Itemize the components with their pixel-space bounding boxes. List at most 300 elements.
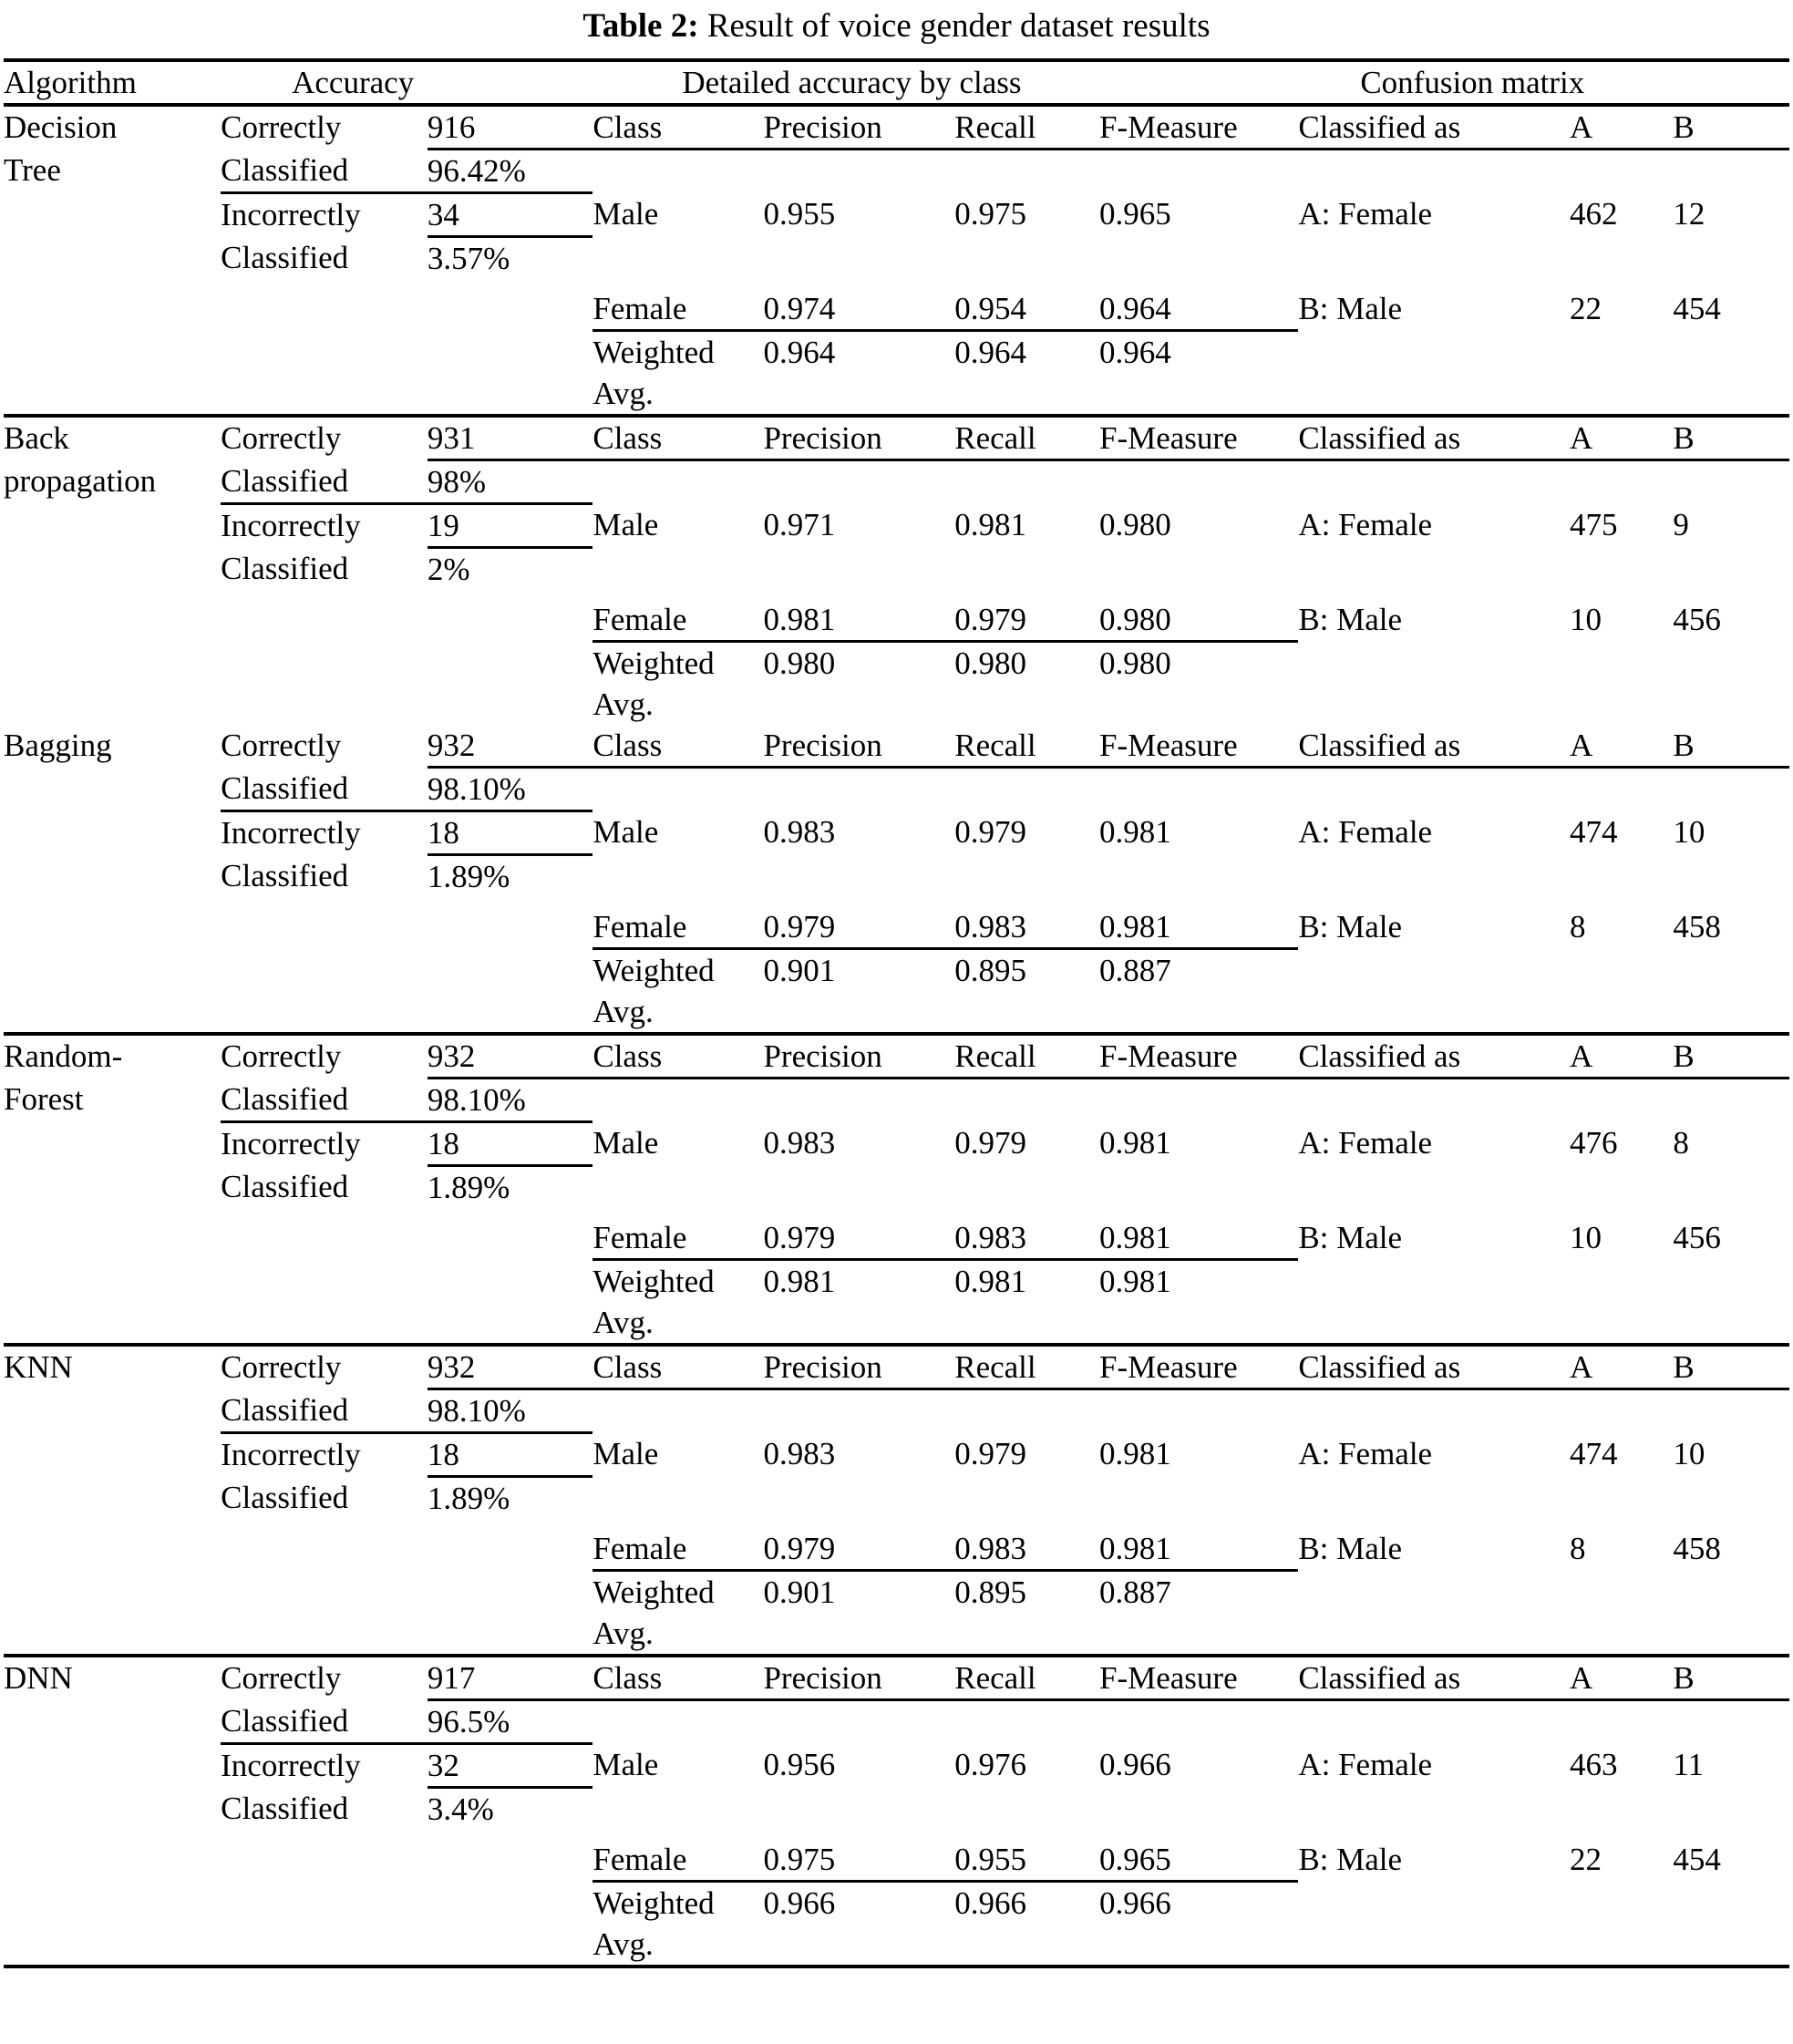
spacer-cell xyxy=(4,331,221,374)
classified-label: Classified xyxy=(221,460,428,504)
male-fmeasure: 0.966 xyxy=(1098,1746,1171,1782)
col-header-b: B xyxy=(1673,725,1789,768)
correctly-label: Correctly xyxy=(221,1034,428,1079)
cm-a-female-a: 475 xyxy=(1569,506,1618,542)
female-fmeasure: 0.964 xyxy=(1099,288,1298,331)
spacer-cell xyxy=(1570,548,1673,591)
header-confusion-matrix: Confusion matrix xyxy=(1298,60,1789,105)
cm-b-male-b: 456 xyxy=(1673,1220,1721,1255)
spacer-cell xyxy=(954,1166,1099,1209)
spacer-cell xyxy=(1298,460,1570,504)
table-row xyxy=(4,725,1789,768)
spacer-cell xyxy=(428,642,593,685)
cm-label-b-male: B: Male xyxy=(1298,1531,1403,1566)
table-row xyxy=(4,1924,1789,1967)
cm-a-female-b: 9 xyxy=(1673,506,1689,542)
table-row xyxy=(4,1656,1789,1700)
incorrect-count: 32 xyxy=(428,1744,593,1788)
spacer-cell xyxy=(428,288,593,331)
spacer-cell xyxy=(4,991,221,1034)
spacer-cell xyxy=(763,150,954,193)
col-header-fmeasure: F-Measure xyxy=(1099,416,1298,460)
male-precision: 0.983 xyxy=(763,813,836,850)
cm-a-female-a: 463 xyxy=(1569,1746,1618,1782)
spacer-cell xyxy=(1298,1166,1570,1209)
spacer-cell xyxy=(763,373,954,416)
col-header-fmeasure: F-Measure xyxy=(1099,1345,1298,1389)
spacer-cell xyxy=(1673,1788,1789,1831)
classified-label: Classified xyxy=(221,1700,428,1744)
table-row xyxy=(4,150,1789,193)
spacer-cell xyxy=(221,906,428,949)
table-row xyxy=(4,288,1789,331)
class-avg-label: Avg. xyxy=(593,994,654,1029)
table-row xyxy=(4,1034,1789,1079)
spacer-cell xyxy=(1298,1260,1570,1303)
spacer-cell xyxy=(428,684,593,725)
spacer-cell xyxy=(221,1613,428,1656)
spacer-cell xyxy=(1099,548,1298,591)
table-row xyxy=(4,906,1789,949)
spacer-cell xyxy=(1673,1571,1789,1614)
male-recall: 0.976 xyxy=(954,1746,1026,1782)
table-row xyxy=(4,1613,1789,1656)
spacer-cell xyxy=(1673,150,1789,193)
correct-count: 932 xyxy=(428,1345,593,1389)
spacer-cell xyxy=(954,548,1099,591)
spacer-cell xyxy=(763,548,954,591)
col-header-class: Class xyxy=(593,1034,763,1079)
spacer-cell xyxy=(1673,1166,1789,1209)
incorrectly-label: Incorrectly xyxy=(221,508,361,543)
incorrect-count: 18 xyxy=(428,1122,593,1166)
table-row xyxy=(4,1839,1789,1882)
spacer-cell xyxy=(763,1477,954,1520)
table-row xyxy=(4,1260,1789,1303)
spacer-cell xyxy=(593,1389,763,1433)
spacer-cell xyxy=(4,1433,221,1477)
cm-a-female-b: 11 xyxy=(1673,1746,1705,1782)
spacer-cell xyxy=(1099,1166,1298,1209)
spacer-cell xyxy=(954,1613,1099,1656)
male-recall: 0.979 xyxy=(954,813,1026,850)
male-recall: 0.975 xyxy=(954,195,1026,232)
spacer-cell xyxy=(1570,1477,1673,1520)
cm-b-male-b: 454 xyxy=(1673,291,1721,326)
col-header-classified-as: Classified as xyxy=(1298,1656,1570,1700)
col-header-a: A xyxy=(1570,105,1673,150)
table-row xyxy=(4,855,1789,898)
classified-label: Classified xyxy=(221,1079,428,1122)
algorithm-name: DNN xyxy=(4,1656,221,1700)
spacer-cell xyxy=(593,1477,763,1520)
spacer-cell xyxy=(4,1613,221,1656)
cm-label-a-female: A: Female xyxy=(1298,813,1433,850)
algorithm-name-cont xyxy=(4,1700,221,1744)
spacer-cell xyxy=(1298,1079,1570,1122)
spacer-cell xyxy=(593,150,763,193)
table-row xyxy=(4,1477,1789,1520)
spacer-cell xyxy=(1099,1788,1298,1831)
class-avg-label: Avg. xyxy=(593,686,654,722)
spacer-cell xyxy=(593,855,763,898)
male-precision: 0.955 xyxy=(763,195,836,232)
spacer-cell xyxy=(1570,768,1673,811)
weighted-recall: 0.895 xyxy=(954,953,1026,988)
spacer-cell xyxy=(954,1477,1099,1520)
male-precision: 0.983 xyxy=(763,1435,836,1471)
incorrect-percent: 2% xyxy=(427,552,470,587)
spacer-cell xyxy=(428,373,593,416)
male-fmeasure: 0.981 xyxy=(1098,813,1171,850)
spacer-cell xyxy=(1298,1389,1570,1433)
table-row xyxy=(4,1122,1789,1166)
spacer-cell xyxy=(1570,237,1673,280)
weighted-recall: 0.895 xyxy=(954,1574,1026,1610)
col-header-fmeasure: F-Measure xyxy=(1099,105,1298,150)
col-header-classified-as: Classified as xyxy=(1298,105,1570,150)
spacer-cell xyxy=(1673,855,1789,898)
header-algorithm: Algorithm xyxy=(4,60,221,105)
results-table-body xyxy=(4,60,1789,1968)
spacer-cell xyxy=(221,599,428,642)
spacer-cell xyxy=(4,504,221,548)
correct-percent: 98.10% xyxy=(428,1079,593,1122)
spacer-cell xyxy=(221,331,428,374)
spacer-cell xyxy=(1570,1302,1673,1345)
class-male-label: Male xyxy=(593,1124,659,1161)
table-row xyxy=(4,460,1789,504)
spacer-cell xyxy=(954,855,1099,898)
algorithm-name: Random- xyxy=(4,1034,221,1079)
male-recall: 0.979 xyxy=(954,1435,1026,1471)
spacer-cell xyxy=(1673,768,1789,811)
spacer-cell xyxy=(1570,1882,1673,1925)
correct-count: 917 xyxy=(428,1656,593,1700)
incorrect-count: 18 xyxy=(428,811,593,855)
cm-label-b-male: B: Male xyxy=(1298,909,1403,945)
cm-a-female-b: 12 xyxy=(1673,195,1705,232)
female-fmeasure: 0.981 xyxy=(1099,1217,1298,1260)
class-female-label: Female xyxy=(593,1839,763,1882)
algorithm-name: Decision xyxy=(4,105,221,150)
female-fmeasure: 0.981 xyxy=(1099,906,1298,949)
algorithm-name-cont: Forest xyxy=(4,1080,84,1117)
spacer-cell xyxy=(4,599,221,642)
correctly-label: Correctly xyxy=(221,416,428,460)
correct-percent: 96.42% xyxy=(428,150,593,193)
spacer-cell xyxy=(428,1217,593,1260)
spacer-cell xyxy=(1099,1302,1298,1345)
algorithm-name-cont xyxy=(4,1389,221,1433)
incorrectly-label: Incorrectly xyxy=(221,1126,361,1161)
spacer-cell xyxy=(954,768,1099,811)
class-female-label: Female xyxy=(593,288,763,331)
female-recall: 0.983 xyxy=(954,1217,1099,1260)
spacer-cell xyxy=(221,1528,428,1571)
spacer-cell xyxy=(954,1389,1099,1433)
classified-label: Classified xyxy=(221,150,428,193)
col-header-classified-as: Classified as xyxy=(1298,416,1570,460)
col-header-precision: Precision xyxy=(763,1345,954,1389)
col-header-precision: Precision xyxy=(763,1656,954,1700)
male-recall: 0.981 xyxy=(954,506,1026,542)
incorrectly-label: Incorrectly xyxy=(221,197,361,232)
spacer-cell xyxy=(1099,768,1298,811)
spacer-cell xyxy=(954,1079,1099,1122)
cm-a-female-a: 462 xyxy=(1569,195,1618,232)
spacer-cell xyxy=(1570,1571,1673,1614)
spacer-cell xyxy=(1099,855,1298,898)
spacer-cell xyxy=(1570,460,1673,504)
classified-label-2: Classified xyxy=(221,550,349,586)
spacer-cell xyxy=(1298,1477,1570,1520)
col-header-precision: Precision xyxy=(763,105,954,150)
table-row xyxy=(4,504,1789,548)
spacer-cell xyxy=(4,1882,221,1925)
spacer-cell xyxy=(221,949,428,992)
cm-a-female-a: 476 xyxy=(1569,1124,1618,1161)
row-spacer xyxy=(4,279,1789,288)
spacer-cell xyxy=(221,1839,428,1882)
cm-b-male-b: 458 xyxy=(1673,1531,1721,1566)
table-row xyxy=(4,642,1789,685)
spacer-cell xyxy=(593,237,763,280)
col-header-recall: Recall xyxy=(954,725,1099,768)
algorithm-name: KNN xyxy=(4,1345,221,1389)
cm-label-b-male: B: Male xyxy=(1298,291,1403,326)
spacer-cell xyxy=(428,599,593,642)
col-header-recall: Recall xyxy=(954,105,1099,150)
col-header-class: Class xyxy=(593,416,763,460)
spacer-cell xyxy=(1298,1700,1570,1744)
spacer-cell xyxy=(1673,373,1789,416)
table-row xyxy=(4,548,1789,591)
spacer-cell xyxy=(1673,460,1789,504)
col-header-class: Class xyxy=(593,1345,763,1389)
spacer-cell xyxy=(221,1882,428,1925)
col-header-fmeasure: F-Measure xyxy=(1099,1656,1298,1700)
spacer-cell xyxy=(1298,237,1570,280)
spacer-cell xyxy=(4,1260,221,1303)
incorrectly-label: Incorrectly xyxy=(221,1437,361,1472)
cm-label-a-female: A: Female xyxy=(1298,195,1433,232)
spacer-cell xyxy=(4,642,221,685)
table-caption xyxy=(4,0,1789,58)
col-header-fmeasure: F-Measure xyxy=(1099,1034,1298,1079)
spacer-cell xyxy=(1298,373,1570,416)
spacer-cell xyxy=(1099,1924,1298,1967)
spacer-cell xyxy=(763,855,954,898)
weighted-precision: 0.901 xyxy=(763,1574,836,1610)
correctly-label: Correctly xyxy=(221,728,342,763)
female-recall: 0.983 xyxy=(954,1528,1099,1571)
correct-percent: 98.10% xyxy=(428,1389,593,1433)
spacer-cell xyxy=(1570,1788,1673,1831)
spacer-cell xyxy=(4,1839,221,1882)
spacer-cell xyxy=(1673,1477,1789,1520)
table-row xyxy=(4,768,1789,811)
spacer-cell xyxy=(763,1302,954,1345)
cm-b-male-a: 10 xyxy=(1569,1220,1602,1255)
correct-count: 932 xyxy=(428,725,593,768)
header-detailed-accuracy: Detailed accuracy by class xyxy=(593,60,1298,105)
col-header-class: Class xyxy=(593,1656,763,1700)
class-weighted-label: Weighted xyxy=(593,1264,715,1299)
table-row xyxy=(4,1217,1789,1260)
spacer-cell xyxy=(4,1122,221,1166)
results-table xyxy=(4,58,1789,1968)
spacer-cell xyxy=(4,548,221,591)
spacer-cell xyxy=(1298,1788,1570,1831)
spacer-cell xyxy=(763,1613,954,1656)
weighted-precision: 0.964 xyxy=(763,335,836,370)
cm-label-a-female: A: Female xyxy=(1298,1746,1433,1782)
spacer-cell xyxy=(763,684,954,725)
weighted-recall: 0.964 xyxy=(954,335,1026,370)
spacer-cell xyxy=(1298,1302,1570,1345)
cm-label-a-female: A: Female xyxy=(1298,1435,1433,1471)
weighted-recall: 0.981 xyxy=(954,1264,1026,1299)
female-recall: 0.954 xyxy=(954,288,1099,331)
cm-b-male-a: 10 xyxy=(1569,602,1602,637)
spacer-cell xyxy=(221,1302,428,1345)
weighted-precision: 0.980 xyxy=(763,645,836,681)
table-row xyxy=(4,1433,1789,1477)
spacer-cell xyxy=(954,237,1099,280)
cm-label-b-male: B: Male xyxy=(1298,602,1403,637)
table-row xyxy=(4,331,1789,374)
spacer-cell xyxy=(1673,331,1789,374)
table-row xyxy=(4,193,1789,237)
spacer-cell xyxy=(1570,855,1673,898)
spacer-cell xyxy=(428,1924,593,1967)
spacer-cell xyxy=(4,1744,221,1788)
col-header-precision: Precision xyxy=(763,725,954,768)
col-header-recall: Recall xyxy=(954,1345,1099,1389)
class-avg-label: Avg. xyxy=(593,1305,654,1340)
spacer-cell xyxy=(763,1166,954,1209)
spacer-cell xyxy=(4,1217,221,1260)
spacer-cell xyxy=(763,1700,954,1744)
class-weighted-label: Weighted xyxy=(593,1885,715,1921)
male-fmeasure: 0.980 xyxy=(1098,506,1171,542)
spacer-cell xyxy=(1673,237,1789,280)
cm-b-male-b: 454 xyxy=(1673,1842,1721,1877)
class-avg-label: Avg. xyxy=(593,1926,654,1962)
spacer-cell xyxy=(4,373,221,416)
spacer-cell xyxy=(1673,1882,1789,1925)
spacer-cell xyxy=(1570,1079,1673,1122)
col-header-b: B xyxy=(1673,1345,1789,1389)
spacer-cell xyxy=(428,1839,593,1882)
spacer-cell xyxy=(954,150,1099,193)
class-male-label: Male xyxy=(593,813,659,850)
spacer-cell xyxy=(1570,642,1673,685)
male-fmeasure: 0.965 xyxy=(1098,195,1171,232)
correct-count: 932 xyxy=(428,1034,593,1079)
male-fmeasure: 0.981 xyxy=(1098,1435,1171,1471)
spacer-cell xyxy=(1673,1302,1789,1345)
spacer-cell xyxy=(1570,684,1673,725)
spacer-cell xyxy=(1298,548,1570,591)
class-weighted-label: Weighted xyxy=(593,335,715,370)
spacer-cell xyxy=(1099,991,1298,1034)
spacer-cell xyxy=(954,991,1099,1034)
spacer-cell xyxy=(954,373,1099,416)
weighted-recall: 0.980 xyxy=(954,645,1026,681)
col-header-a: A xyxy=(1570,1656,1673,1700)
incorrectly-label: Incorrectly xyxy=(221,1748,361,1783)
correct-percent: 98% xyxy=(428,460,593,504)
male-precision: 0.983 xyxy=(763,1124,836,1161)
caption-text: Result of voice gender dataset results xyxy=(706,7,1211,45)
spacer-cell xyxy=(1570,949,1673,992)
table-row xyxy=(4,416,1789,460)
spacer-cell xyxy=(1570,150,1673,193)
classified-label-2: Classified xyxy=(221,1168,349,1204)
weighted-fmeasure: 0.980 xyxy=(1098,645,1171,681)
class-avg-label: Avg. xyxy=(593,376,654,411)
incorrectly-label: Incorrectly xyxy=(221,815,361,851)
table-row xyxy=(4,1882,1789,1925)
male-recall: 0.979 xyxy=(954,1124,1026,1161)
table-row xyxy=(4,991,1789,1034)
table-top-rule xyxy=(4,60,1789,105)
col-header-b: B xyxy=(1673,1034,1789,1079)
spacer-cell xyxy=(1099,150,1298,193)
weighted-precision: 0.966 xyxy=(763,1885,836,1921)
spacer-cell xyxy=(1673,1700,1789,1744)
spacer-cell xyxy=(1673,1389,1789,1433)
spacer-cell xyxy=(1673,1079,1789,1122)
incorrect-percent: 1.89% xyxy=(427,1170,510,1205)
spacer-cell xyxy=(4,949,221,992)
spacer-cell xyxy=(4,193,221,237)
classified-label: Classified xyxy=(221,1389,428,1433)
weighted-fmeasure: 0.981 xyxy=(1098,1264,1171,1299)
spacer-cell xyxy=(221,991,428,1034)
spacer-cell xyxy=(1673,1260,1789,1303)
col-header-class: Class xyxy=(593,725,763,768)
correct-percent: 98.10% xyxy=(428,768,593,811)
classified-label-2: Classified xyxy=(221,1790,349,1826)
col-header-a: A xyxy=(1570,725,1673,768)
cm-b-male-b: 456 xyxy=(1673,602,1721,637)
table-row xyxy=(4,1788,1789,1831)
spacer-cell xyxy=(4,1528,221,1571)
spacer-cell xyxy=(1570,331,1673,374)
classified-label-2: Classified xyxy=(221,239,349,275)
col-header-a: A xyxy=(1570,1034,1673,1079)
female-precision: 0.974 xyxy=(763,288,954,331)
spacer-cell xyxy=(1298,991,1570,1034)
incorrect-count: 18 xyxy=(428,1433,593,1477)
spacer-cell xyxy=(1298,1613,1570,1656)
table-row xyxy=(4,684,1789,725)
weighted-fmeasure: 0.887 xyxy=(1098,1574,1171,1610)
col-header-recall: Recall xyxy=(954,416,1099,460)
spacer-cell xyxy=(593,1166,763,1209)
spacer-cell xyxy=(763,1924,954,1967)
class-female-label: Female xyxy=(593,599,763,642)
cm-a-female-b: 10 xyxy=(1673,813,1705,850)
table-row xyxy=(4,373,1789,416)
spacer-cell xyxy=(1099,237,1298,280)
spacer-cell xyxy=(4,1477,221,1520)
spacer-cell xyxy=(1673,1613,1789,1656)
weighted-fmeasure: 0.966 xyxy=(1098,1885,1171,1921)
